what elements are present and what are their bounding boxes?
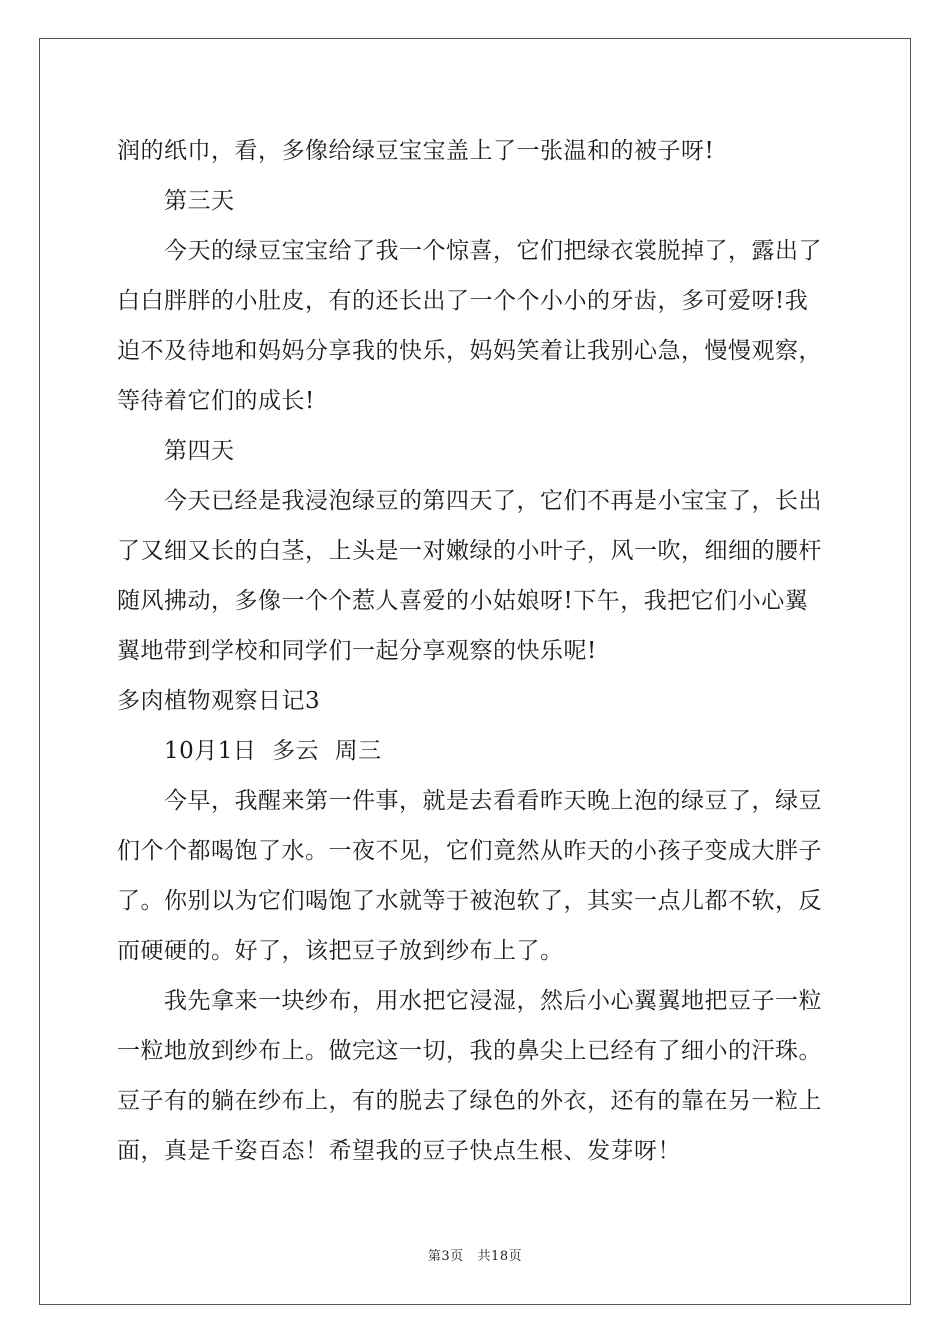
paragraph-line: 白白胖胖的小肚皮，有的还长出了一个个小小的牙齿，多可爱呀!我	[117, 288, 809, 314]
paragraph-line: 随风拂动，多像一个个惹人喜爱的小姑娘呀!下午，我把它们小心翼	[117, 588, 809, 614]
section-title: 多肉植物观察日记3	[117, 688, 321, 714]
paragraph-line: 今天已经是我浸泡绿豆的第四天了，它们不再是小宝宝了，长出	[164, 488, 822, 514]
paragraph-line: 豆子有的躺在纱布上，有的脱去了绿色的外衣，还有的靠在另一粒上	[117, 1088, 822, 1114]
paragraph-line: 们个个都喝饱了水。一夜不见，它们竟然从昨天的小孩子变成大胖子	[117, 838, 822, 864]
day-heading: 第三天	[164, 188, 235, 214]
paragraph-line: 润的纸巾，看，多像给绿豆宝宝盖上了一张温和的被子呀!	[117, 138, 715, 164]
paragraph-line: 等待着它们的成长!	[117, 388, 315, 414]
paragraph-line: 今天的绿豆宝宝给了我一个惊喜，它们把绿衣裳脱掉了，露出了	[164, 238, 822, 264]
paragraph-line: 一粒地放到纱布上。做完这一切，我的鼻尖上已经有了细小的汗珠。	[117, 1038, 822, 1064]
paragraph-line: 今早，我醒来第一件事，就是去看看昨天晚上泡的绿豆了，绿豆	[164, 788, 822, 814]
date-weather-line: 10月1日 多云 周三	[164, 738, 382, 764]
paragraph-line: 了。你别以为它们喝饱了水就等于被泡软了，其实一点儿都不软，反	[117, 888, 822, 914]
page-number-footer: 第3页 共18页	[427, 1249, 523, 1264]
paragraph-line: 了又细又长的白茎，上头是一对嫩绿的小叶子，风一吹，细细的腰杆	[117, 538, 822, 564]
paragraph-line: 面，真是千姿百态！希望我的豆子快点生根、发芽呀！	[117, 1138, 681, 1164]
paragraph-line: 迫不及待地和妈妈分享我的快乐，妈妈笑着让我别心急，慢慢观察，	[117, 338, 822, 364]
document-body	[117, 126, 837, 1176]
paragraph-line: 翼地带到学校和同学们一起分享观察的快乐呢!	[117, 638, 597, 664]
paragraph-line: 我先拿来一块纱布，用水把它浸湿，然后小心翼翼地把豆子一粒	[164, 988, 822, 1014]
paragraph-line: 而硬硬的。好了，该把豆子放到纱布上了。	[117, 938, 564, 964]
day-heading: 第四天	[164, 438, 235, 464]
